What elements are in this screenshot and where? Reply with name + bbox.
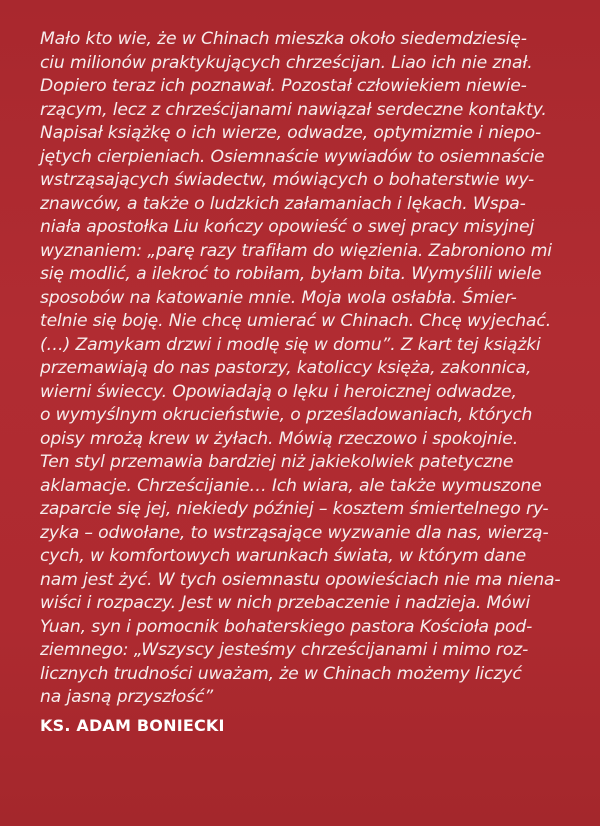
blurb-line: wierni świeccy. Opowiadają o lęku i heroicznej odwadze, bbox=[40, 381, 517, 402]
blurb-line: wstrząsających świadectw, mówiących o bohaterstwie wy- bbox=[40, 170, 535, 190]
blurb-line: Yuan, syn i pomocnik bohaterskiego pastora Kościoła pod- bbox=[40, 616, 533, 637]
blurb-line: sposobów na katowanie mnie. Moja wola osłabła. Śmier- bbox=[40, 287, 517, 308]
blurb-line: wyznaniem: „parę razy trafiłam do więzienia. Zabroniono mi bbox=[40, 240, 552, 261]
blurb-line: opisy mrożą krew w żyłach. Mówią rzeczowo i spokojnie. bbox=[40, 428, 519, 449]
blurb-line: znawców, a także o ludzkich załamaniach i lękach. Wspa- bbox=[40, 193, 526, 214]
blurb-line: ciu milionów praktykujących chrześcijan. Liao ich nie znał. bbox=[40, 52, 533, 73]
blurb-text bbox=[40, 28, 578, 710]
blurb-line: ziemnego: „Wszyscy jesteśmy chrześcijanami i mimo roz- bbox=[40, 640, 529, 660]
author-signature: KS. ADAM BONIECKI bbox=[40, 715, 225, 735]
blurb-line: na jasną przyszłość” bbox=[40, 687, 213, 707]
blurb-line: zyka – odwołane, to wstrząsające wyzwanie dla nas, wierzą- bbox=[40, 522, 549, 543]
blurb-line: rzącym, lecz z chrześcijanami nawiązał serdeczne kontakty. bbox=[40, 99, 547, 120]
blurb-line: wiści i rozpaczy. Jest w nich przebaczenie i nadzieja. Mówi bbox=[40, 593, 531, 613]
blurb-line: się modlić, a ilekroć to robiłam, byłam bita. Wymyślili wiele bbox=[40, 264, 542, 284]
blurb-line: nam jest żyć. W tych osiemnastu opowieściach nie ma niena- bbox=[40, 569, 561, 590]
blurb-line: przemawiają do nas pastorzy, katoliccy księża, zakonnica, bbox=[40, 358, 532, 378]
blurb-line: Ten styl przemawia bardziej niż jakiekolwiek patetyczne bbox=[40, 452, 514, 472]
blurb-line: o wymyślnym okrucieństwie, o prześladowaniach, których bbox=[40, 405, 533, 425]
blurb-line: jętych cierpieniach. Osiemnaście wywiadów to osiemnaście bbox=[40, 146, 545, 167]
blurb-line: aklamacje. Chrześcijanie… Ich wiara, ale także wymuszone bbox=[40, 475, 542, 496]
blurb-line: cych, w komfortowych warunkach świata, w którym dane bbox=[40, 546, 527, 566]
blurb-line: Mało kto wie, że w Chinach mieszka około siedemdziesię- bbox=[40, 29, 527, 49]
blurb-line: Dopiero teraz ich poznawał. Pozostał człowiekiem niewie- bbox=[40, 76, 527, 96]
blurb-line: telnie się boję. Nie chcę umierać w Chinach. Chcę wyjechać. bbox=[40, 311, 552, 331]
blurb-line: niała apostołka Liu kończy opowieść o swej pracy misyjnej bbox=[40, 217, 535, 237]
blurb-line: licznych trudności uważam, że w Chinach możemy liczyć bbox=[40, 663, 522, 684]
blurb-line: (…) Zamykam drzwi i modlę się w domu”. Z kart tej książki bbox=[40, 334, 541, 355]
blurb-line: Napisał książkę o ich wierze, odwadze, optymizmie i niepo- bbox=[40, 123, 542, 143]
blurb-line: zaparcie się jej, niekiedy później – kosztem śmiertelnego ry- bbox=[40, 499, 549, 519]
